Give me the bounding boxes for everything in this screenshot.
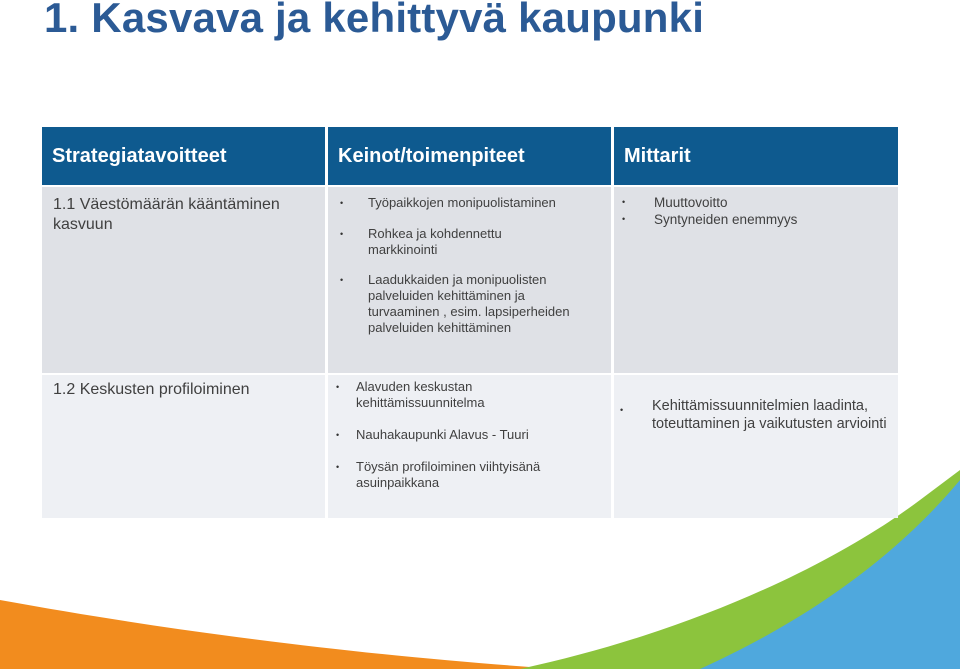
action-text: Töysän profiloiminen viihtyisänä asuinpaikkana: [356, 459, 541, 490]
strategy-table: [42, 127, 898, 518]
list-item: [336, 459, 596, 491]
orange-swoosh: [0, 600, 560, 669]
bullet-icon: •: [336, 382, 340, 392]
goal-cell-2: [42, 375, 325, 518]
metric-text: Syntyneiden enemmyys: [654, 212, 798, 227]
header-strategic-goals: Strategiatavoitteet: [42, 127, 325, 185]
list-item: [336, 427, 601, 443]
bullet-icon: •: [622, 197, 626, 207]
list-item: [340, 195, 602, 217]
bullet-icon: •: [340, 229, 344, 239]
list-item: [622, 211, 882, 228]
actions-list-1: [340, 195, 602, 336]
action-text: Alavuden keskustan kehittämissuunnitelma: [356, 379, 485, 410]
list-item: [340, 226, 528, 258]
slide-title: 1. Kasvava ja kehittyvä kaupunki: [44, 0, 705, 41]
actions-cell-2: [328, 375, 611, 518]
metrics-cell-1: [614, 187, 898, 373]
actions-cell-1: [328, 187, 611, 373]
metric-text: Muuttovoitto: [654, 195, 728, 210]
metrics-list-2: [620, 397, 890, 433]
list-item: [340, 272, 573, 336]
metrics-list-1: [622, 194, 882, 228]
list-item: [622, 194, 882, 211]
bullet-icon: •: [336, 462, 340, 472]
list-item: [336, 379, 556, 411]
action-text: Työpaikkojen monipuolistaminen: [368, 195, 556, 210]
header-actions: Keinot/toimenpiteet: [328, 127, 611, 185]
metric-text: Kehittämissuunnitelmien laadinta, toteuttaminen ja vaikutusten arviointi: [652, 398, 887, 432]
metrics-cell-2: [614, 375, 898, 518]
list-item: [620, 397, 890, 433]
bullet-icon: •: [340, 198, 344, 208]
header-metrics: Mittarit: [614, 127, 898, 185]
action-text: Nauhakaupunki Alavus - Tuuri: [356, 427, 529, 442]
goal-text-1: 1.1 Väestömäärän kääntäminen kasvuun: [53, 196, 280, 233]
goal-text-2: 1.2 Keskusten profiloiminen: [53, 381, 250, 398]
action-text: Laadukkaiden ja monipuolisten palveluiden kehittäminen ja turvaaminen , esim. lapsiperheiden palveluiden kehittäminen: [368, 272, 570, 335]
bullet-icon: •: [622, 214, 626, 224]
bullet-icon: •: [340, 275, 344, 285]
action-text: Rohkea ja kohdennettu markkinointi: [368, 226, 502, 257]
bullet-icon: •: [336, 430, 340, 440]
bullet-icon: •: [620, 405, 624, 415]
goal-cell-1: [42, 187, 325, 373]
actions-list-2: [336, 379, 601, 491]
